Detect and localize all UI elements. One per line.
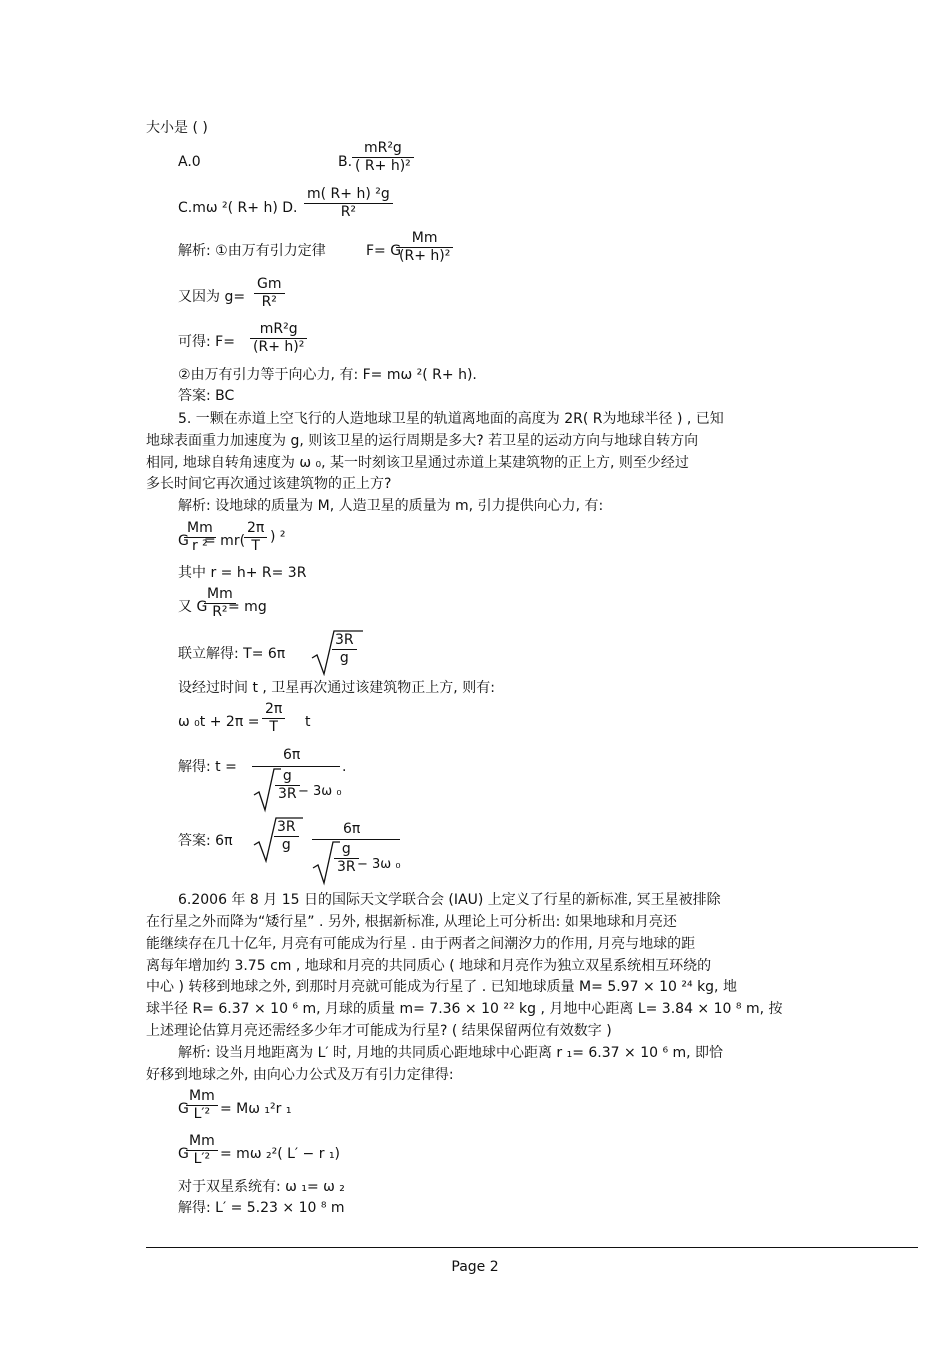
q4-solution-1-den: (R+ h)² <box>399 248 451 264</box>
q4-solution-3-den: (R+ h)² <box>253 339 305 355</box>
q6-eq2-g: G <box>178 1146 189 1162</box>
q5-also: 又 G <box>178 599 208 615</box>
q4-solution-1-eq: F= G <box>366 243 402 259</box>
q5-eq1-num-2: 2π <box>244 520 267 538</box>
q6-binary-system: 对于双星系统有: ω ₁= ω ₂ <box>178 1179 345 1195</box>
q4-solution-1-fraction <box>396 230 453 265</box>
q4-option-d-den: R² <box>340 204 357 220</box>
q6-eq2-num: Mm <box>186 1133 218 1151</box>
q5-eq-t-fraction <box>262 701 285 736</box>
q5-sqrt-1-den: g <box>339 650 349 666</box>
q6-eq1-den: L′² <box>193 1106 211 1122</box>
q5-line-4: 多长时间它再次通过该建筑物的正上方? <box>146 476 392 492</box>
q5-line-2: 地球表面重力加速度为 g, 则该卫星的运行周期是多大? 若卫星的运动方向与地球自转方向 <box>146 433 699 449</box>
q4-solution-2-num: Gm <box>254 276 285 294</box>
q5-answer-sqrt-num: 3R <box>274 819 299 837</box>
page-number: Page 2 <box>451 1259 499 1275</box>
q5-answer-sqrt-2-fraction <box>334 841 359 876</box>
q6-eq1-num: Mm <box>186 1088 218 1106</box>
q6-line-3: 能继续存在几十亿年, 月亮有可能成为行星 . 由于两者之间潮汐力的作用, 月亮与地球的距 <box>146 936 696 952</box>
q4-solution-3-num: mR²g <box>250 321 307 339</box>
footer-divider <box>146 1247 918 1248</box>
q6-line-7: 上述理论估算月亮还需经多少年才可能成为行星? ( 结果保留两位有效数字 ) <box>146 1023 612 1039</box>
q6-line-6: 球半径 R= 6.37 × 10 ⁶ m, 月球的质量 m= 7.36 × 10 ²² kg , 月地中心距离 L= 3.84 × 10 ⁸ m, 按 <box>146 1001 783 1017</box>
q6-line-4: 离每年增加约 3.75 cm , 地球和月亮的共同质心 ( 地球和月亮作为独立双星系统相互环绕的 <box>146 958 712 974</box>
q4-option-b-num: mR²g <box>352 140 414 158</box>
q5-solution-1: 解析: 设地球的质量为 M, 人造卫星的质量为 m, 引力提供向心力, 有: <box>178 498 604 514</box>
q5-eq1-num: Mm <box>184 520 216 538</box>
q5-eq1-den: r ² <box>191 538 208 554</box>
q5-sqrt-1-num: 3R <box>332 632 357 650</box>
q4-option-d-fraction <box>304 186 393 221</box>
q5-solution-t: 设经过时间 t , 卫星再次通过该建筑物正上方, 则有: <box>178 680 495 696</box>
q5-line-3: 相同, 地球自转角速度为 ω ₀, 某一时刻该卫星通过赤道上某建筑物的正上方, 则至少经过 <box>146 455 689 471</box>
q4-solution-3-fraction <box>250 321 307 356</box>
q4-option-b-label: B. <box>338 154 353 170</box>
q5-where: 其中 r = h+ R= 3R <box>178 565 307 581</box>
q6-eq2-fraction <box>186 1133 218 1168</box>
q4-solution-3: 可得: F= <box>178 334 235 350</box>
q5-solve-1: 联立解得: T= 6π <box>178 646 286 662</box>
q4-solution-1-num: Mm <box>396 230 453 248</box>
q5-also-num: Mm <box>204 586 236 604</box>
q5-answer-sqrt-2-den: 3R <box>337 859 356 875</box>
q4-option-c: C.mω ²( R+ h) D. <box>178 200 298 216</box>
q6-solution-2: 好移到地球之外, 由向心力公式及万有引力定律得: <box>146 1067 454 1083</box>
q6-line-5: 中心 ) 转移到地球之外, 到那时月亮就可能成为行星了 . 已知地球质量 M= 5.97 × 10 ²⁴ kg, 地 <box>146 979 737 995</box>
q5-sqrt-2-num: g <box>275 768 300 786</box>
q5-also-tail: = mg <box>228 599 267 615</box>
q5-sqrt-2-den: 3R <box>278 786 297 802</box>
q5-solve-2-end: . <box>342 759 347 775</box>
q5-answer-sqrt-den: g <box>281 837 291 853</box>
q5-solve-2-num: 6π <box>283 747 301 763</box>
q6-eq1-fraction <box>186 1088 218 1123</box>
q5-eq1-den-2: T <box>251 538 260 554</box>
q5-sqrt-2-tail: − 3ω ₀ <box>298 784 342 799</box>
q4-option-b-fraction <box>352 140 414 175</box>
q5-answer-tail: − 3ω ₀ <box>357 857 401 872</box>
q5-eq-t-tail: t <box>305 714 311 730</box>
q5-eq-t-left: ω ₀t + 2π = <box>178 714 260 730</box>
q4-option-a: A.0 <box>178 154 201 170</box>
q5-also-den: R² <box>212 604 228 620</box>
q5-sqrt-1-fraction <box>332 632 357 667</box>
q5-eq1-tail: ) ² <box>270 529 286 545</box>
q6-eq2-tail: = mω ₂²( L′ − r ₁) <box>220 1146 341 1162</box>
q5-answer-sqrt-fraction <box>274 819 299 854</box>
q4-solution-4: ②由万有引力等于向心力, 有: F= mω ²( R+ h). <box>178 367 477 383</box>
q4-option-b-den: ( R+ h)² <box>355 158 411 174</box>
q5-answer-label: 答案: 6π <box>178 833 233 849</box>
q4-solution-2-fraction <box>254 276 285 311</box>
q4-solution-2-den: R² <box>261 294 277 310</box>
q4-solution-1: 解析: ①由万有引力定律 <box>178 243 326 259</box>
q6-result: 解得: L′ = 5.23 × 10 ⁸ m <box>178 1200 345 1216</box>
q4-stem-tail: 大小是 ( ) <box>146 120 208 136</box>
q5-eq1-g: G <box>178 533 189 549</box>
q4-answer: 答案: BC <box>178 388 235 404</box>
q5-eq1-fraction-2 <box>244 520 267 555</box>
q5-eq-t-den: T <box>269 719 278 735</box>
q6-line-1: 6.2006 年 8 月 15 日的国际天文学联合会 (IAU) 上定义了行星的新标准, 冥王星被排除 <box>178 892 721 908</box>
q5-eq1-mid: = mr( <box>204 533 246 549</box>
q5-eq-t-num: 2π <box>262 701 285 719</box>
q4-option-d-num: m( R+ h) ²g <box>304 186 393 204</box>
q5-line-1: 5. 一颗在赤道上空飞行的人造地球卫星的轨道离地面的高度为 2R( R为地球半径 ) , 已知 <box>178 411 724 427</box>
q6-eq1-tail: = Mω ₁²r ₁ <box>220 1101 292 1117</box>
q5-answer-num: 6π <box>343 821 361 837</box>
q6-eq2-den: L′² <box>193 1151 211 1167</box>
q6-eq1-g: G <box>178 1101 189 1117</box>
q5-answer-sqrt-2-num: g <box>334 841 359 859</box>
q6-line-2: 在行星之外而降为“矮行星” . 另外, 根据新标准, 从理论上可分析出: 如果地球和月亮还 <box>146 914 677 930</box>
q5-sqrt-2-fraction <box>275 768 300 803</box>
q5-solve-2: 解得: t = <box>178 759 237 775</box>
q6-solution-1: 解析: 设当月地距离为 L′ 时, 月地的共同质心距地球中心距离 r ₁= 6.37 × 10 ⁶ m, 即恰 <box>178 1045 724 1061</box>
q4-solution-2: 又因为 g= <box>178 289 246 305</box>
